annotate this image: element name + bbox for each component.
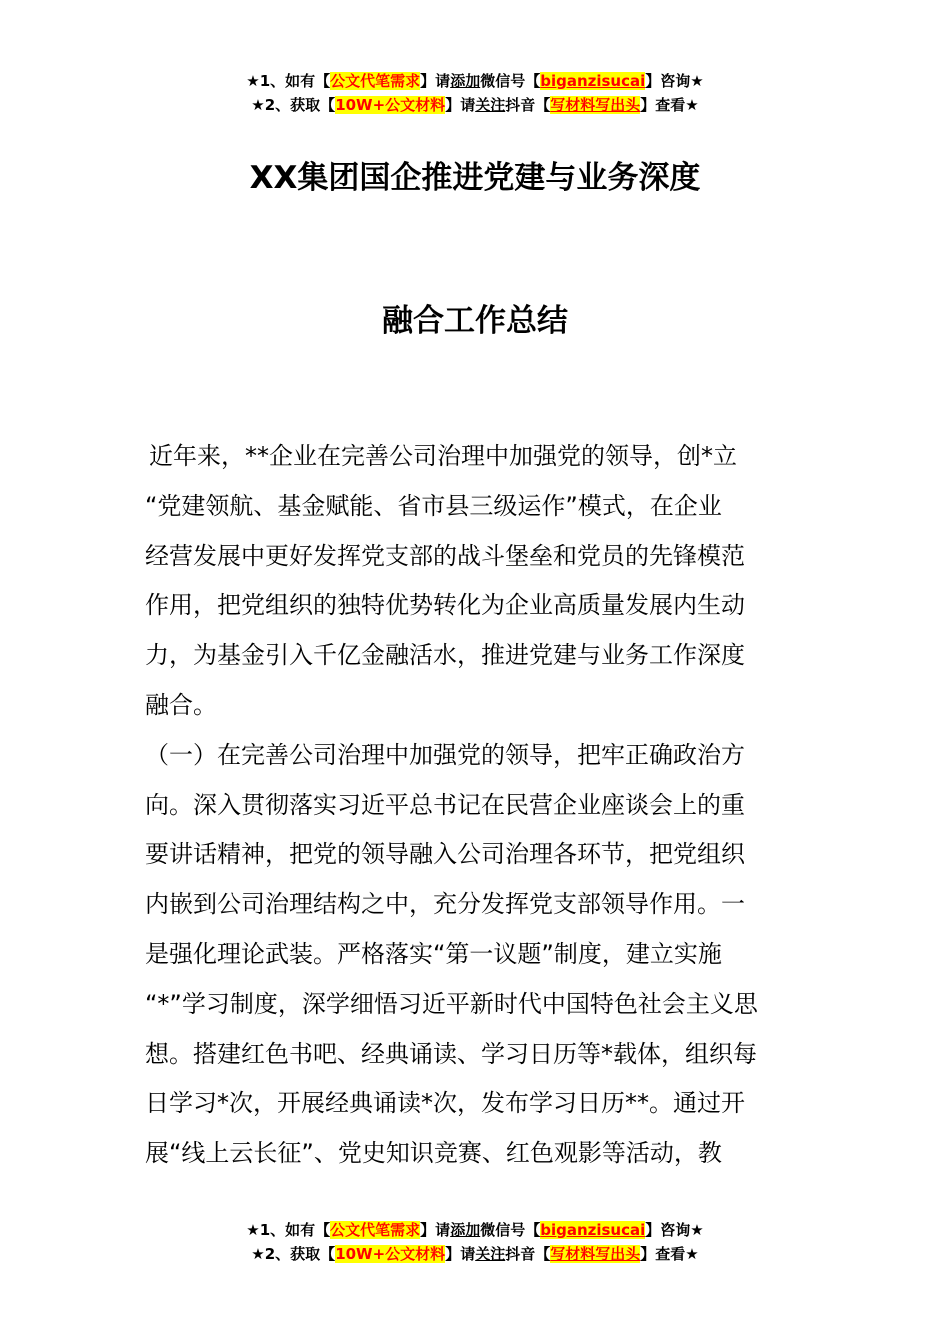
ad-line-1: ★1、如有【公文代笔需求】请添加微信号【biganzisucai】咨询★ — [246, 1221, 704, 1239]
body-line: 经营发展中更好发挥党支部的战斗堡垒和党员的先锋模范 — [145, 541, 745, 570]
ad-line-2: ★2、获取【10W+公文材料】请关注抖音【写材料写出头】查看★ — [251, 96, 699, 114]
body-text — [145, 432, 810, 1179]
ad-line-2: ★2、获取【10W+公文材料】请关注抖音【写材料写出头】查看★ — [251, 1245, 699, 1263]
body-line: “*”学习制度，深学细悟习近平新时代中国特色社会主义思 — [145, 989, 758, 1018]
body-line: 想。搭建红色书吧、经典诵读、学习日历等*载体，组织每 — [145, 1039, 757, 1068]
body-line: （一）在完善公司治理中加强党的领导，把牢正确政治方 — [145, 740, 745, 769]
body-line: 融合。 — [145, 690, 217, 719]
body-line: “党建领航、基金赋能、省市县三级运作”模式，在企业 — [145, 491, 722, 520]
body-line: 展“线上云长征”、党史知识竞赛、红色观影等活动，教 — [145, 1139, 722, 1168]
body-line: 作用，把党组织的独特优势转化为企业高质量发展内生动 — [145, 591, 745, 620]
body-line: 力，为基金引入千亿金融活水，推进党建与业务工作深度 — [145, 641, 745, 670]
body-line: 日学习*次，开展经典诵读*次，发布学习日历**。通过开 — [145, 1089, 745, 1118]
body-line: 内嵌到公司治理结构之中，充分发挥党支部领导作用。一 — [145, 890, 745, 919]
body-line: 是强化理论武装。严格落实“第一议题”制度，建立实施 — [145, 939, 722, 968]
ad-header — [0, 69, 950, 117]
ad-footer — [0, 1218, 950, 1266]
title-line-2: 融合工作总结 — [382, 303, 568, 339]
title-line-1: XX集团国企推进党建与业务深度 — [249, 160, 701, 196]
body-line: 向。深入贯彻落实习近平总书记在民营企业座谈会上的重 — [145, 790, 745, 819]
ad-line-1: ★1、如有【公文代笔需求】请添加微信号【biganzisucai】咨询★ — [246, 72, 704, 90]
body-line: 近年来，**企业在完善公司治理中加强党的领导，创*立 — [149, 442, 737, 470]
body-line: 要讲话精神，把党的领导融入公司治理各环节，把党组织 — [145, 840, 745, 869]
